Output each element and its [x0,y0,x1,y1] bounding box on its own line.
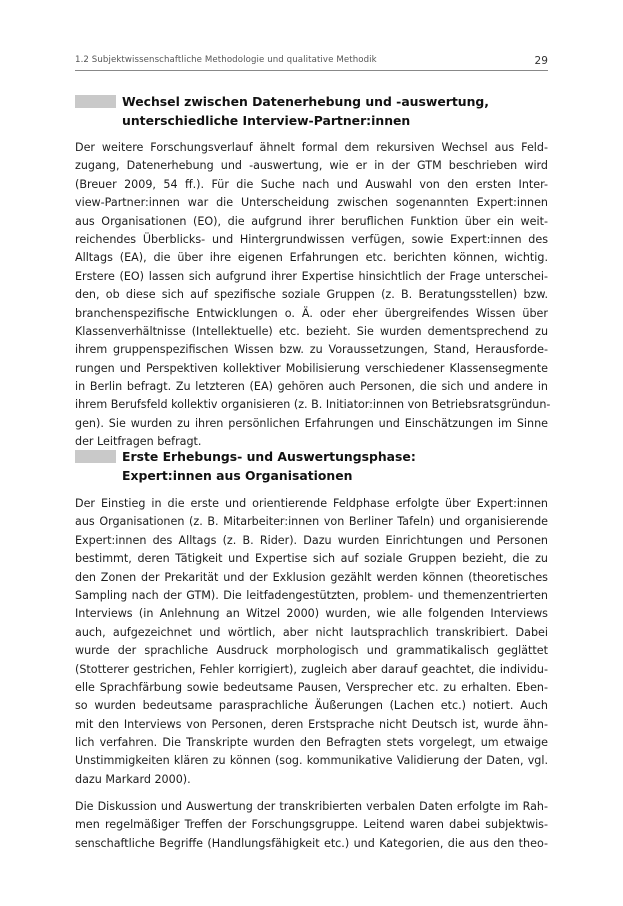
section-1-paragraph [75,139,551,452]
text-line: mit den Interviews von Personen, deren Erstsprache nicht Deutsch ist, wurde ähn- [75,717,548,731]
text-line: aus Organisationen (z. B. Mitarbeiter:innen von Berliner Tafeln) und organisierende [75,515,548,529]
text-line: ihrem Berufsfeld kollektiv organisieren (z. B. Initiator:innen von Betriebsratsgründun- [75,398,551,412]
heading-line: Expert:innen aus Organisationen [122,468,353,483]
text-line: in Berlin befragt. Zu letzteren (EA) gehören auch Personen, die sich und andere in [75,380,548,394]
text-line: der Leitfragen befragt. [75,435,202,449]
text-line: (Breuer 2009, 54 ff.). Für die Suche nach und Auswahl von den ersten Inter- [75,177,548,191]
section-heading-1 [75,92,548,130]
text-line: lich verfahren. Die Transkripte wurden den Befragten stets vorgelegt, um etwaige [75,736,548,750]
text-line: senschaftliche Begriffe (Handlungsfähigkeit etc.) und Kategorien, die aus den theo- [75,836,548,850]
text-line: Unstimmigkeiten klären zu können (sog. kommunikative Validierung der Daten, vgl. [75,754,548,768]
text-line: gen). Sie wurden zu ihren persönlichen Erfahrungen und Einschätzungen im Sinne [75,416,548,430]
section-heading-2-text [122,447,542,485]
text-line: den, ob diese sich auf spezifische soziale Gruppen (z. B. Beratungsstellen) bzw. [75,288,548,302]
heading-bar [75,450,116,463]
heading-line: unterschiedliche Interview-Partner:innen [122,113,411,128]
text-line: men regelmäßiger Treffen der Forschungsgruppe. Leitend waren dabei subjektwis- [75,818,548,832]
text-line: wurde der sprachliche Ausdruck morphologisch und grammatikalisch geglättet [75,644,548,658]
text-line: Sampling nach der GTM). Die leitfadengestützten, problem- und themenzentrierten [75,588,548,602]
text-line: Interviews (in Anlehnung an Witzel 2000) wurden, wie alle folgenden Interviews [75,607,548,621]
text-line: branchenspezifische Entwicklungen o. Ä. oder eher übergreifendes Wissen über [75,306,548,320]
text-line: reichendes Überblicks- und Hintergrundwissen verfügen, sowie Expert:innen des [75,232,548,246]
running-head-title: 1.2 Subjektwissenschaftliche Methodologie und qualitative Methodik [75,55,377,65]
text-line: Klassenverhältnisse (Intellektuelle) etc. bezieht. Sie wurden dementsprechend zu [75,324,548,338]
text-line: dazu Markard 2000). [75,772,191,786]
section-heading-2 [75,447,548,485]
text-line: Alltags (EA), die über ihre eigenen Erfahrungen etc. berichten können, wichtig. [75,251,548,265]
heading-line: Wechsel zwischen Datenerhebung und -auswertung, [122,94,489,109]
running-head [75,55,548,69]
text-line: den Zonen der Prekarität und der Exklusion gezählt werden können (theoretisches [75,570,548,584]
text-line: view-Partner:innen war die Unterscheidung zwischen sogenannten Expert:innen [75,196,548,210]
text-line: Der Einstieg in die erste und orientierende Feldphase erfolgte über Expert:innen [75,497,548,510]
heading-bar [75,95,116,108]
section-2-paragraph-2 [75,798,548,853]
heading-line: Erste Erhebungs- und Auswertungsphase: [122,449,416,464]
page-number: 29 [534,55,548,67]
text-line: rungen und Perspektiven kollektiver Mobilisierung verschiedener Klassensegmente [75,361,548,375]
text-line: aus Organisationen (EO), die aufgrund ihrer beruflichen Funktion über ein weit- [75,214,548,228]
text-line: elle Sprachfärbung sowie bedeutsame Pausen, Versprecher etc. zu erhalten. Eben- [75,680,548,694]
section-2-paragraph-1 [75,495,548,789]
text-line: auch, aufgezeichnet und wörtlich, aber nicht lautsprachlich transkribiert. Dabei [75,625,548,639]
text-line: ihrem gruppenspezifischen Wissen bzw. zu Voraussetzungen, Stand, Herausforde- [75,343,548,357]
section-heading-1-text [122,92,542,130]
text-line: so wurden bedeutsame parasprachliche Äußerungen (Lachen etc.) notiert. Auch [75,699,548,713]
text-line: zugang, Datenerhebung und -auswertung, wie er in der GTM beschrieben wird [75,159,548,173]
text-line: Expert:innen des Alltags (z. B. Rider). Dazu wurden Einrichtungen und Personen [75,533,548,547]
text-line: Erstere (EO) lassen sich aufgrund ihrer Expertise hinsichtlich der Frage unterschei- [75,269,548,283]
text-line: Die Diskussion und Auswertung der transkribierten verbalen Daten erfolgte im Rah- [75,800,548,813]
text-line: bestimmt, deren Tätigkeit und Expertise sich auf soziale Gruppen bezieht, die zu [75,552,548,566]
text-line: (Stotterer gestrichen, Fehler korrigiert), zugleich aber darauf geachtet, die individu- [75,662,548,676]
text-line: Der weitere Forschungsverlauf ähnelt formal dem rekursiven Wechsel aus Feld- [75,141,548,154]
header-rule [75,70,548,71]
